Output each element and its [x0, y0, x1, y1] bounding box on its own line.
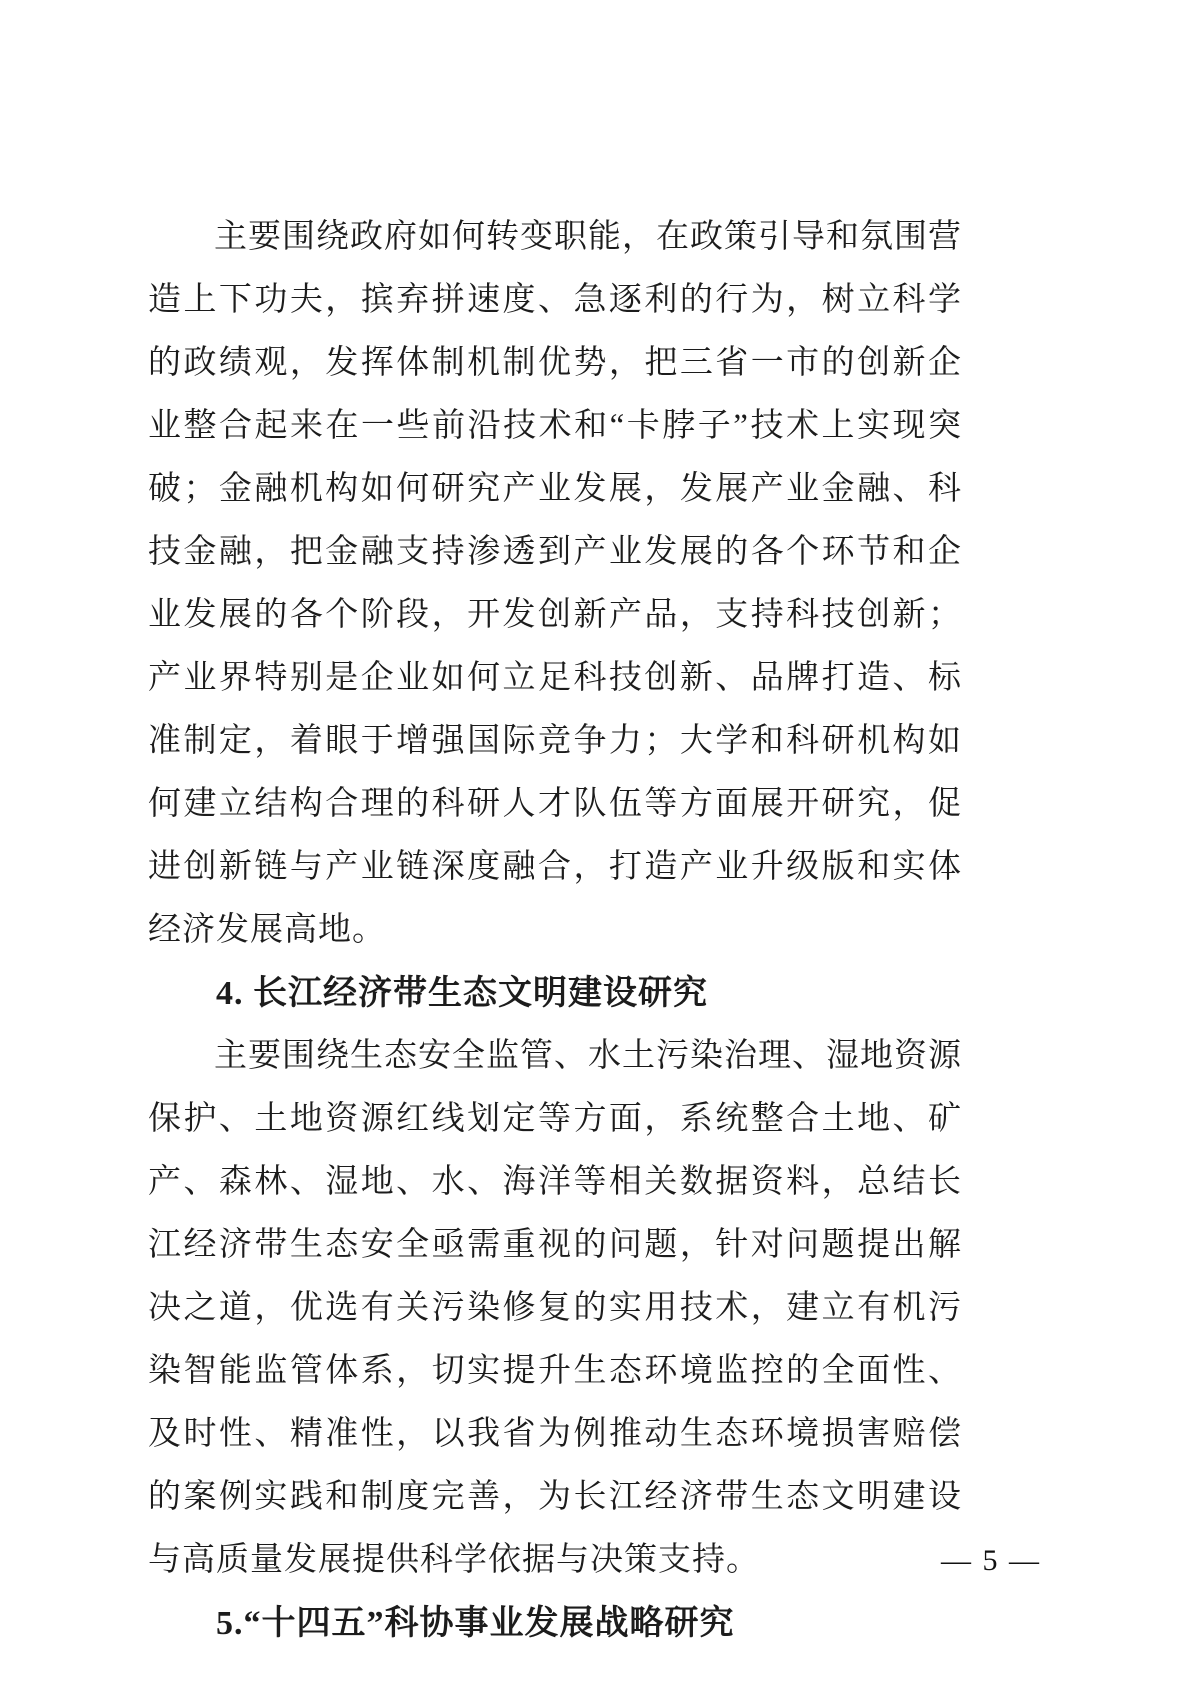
section-heading-4-yangtze-eco-civilization: 4. 长江经济带生态文明建设研究	[216, 975, 708, 1012]
document-body	[148, 206, 962, 1655]
page-number: — 5 —	[941, 1544, 1041, 1577]
paragraph-government-role: 主要围绕政府如何转变职能，在政策引导和氛围营造上下功夫，摈弃拼速度、急逐利的行为，树立科学的政绩观，发挥体制机制优势，把三省一市的创新企业整合起来在一些前沿技术和“卡脖子”技术上实现突破；金融机构如何研究产业发展，发展产业金融、科技金融，把金融支持渗透到产业发展的各个环节和企业发展的各个阶段，开发创新产品，支持科技创新；产业界特别是企业如何立足科技创新、品牌打造、标准制定，着眼于增强国际竞争力；大学和科研机构如何建立结构合理的科研人才队伍等方面展开研究，促进创新链与产业链深度融合，打造产业升级版和实体经济发展高地。	[148, 219, 962, 948]
section-heading-5-14th-five-year-plan: 5.“十四五”科协事业发展战略研究	[216, 1605, 735, 1642]
page-footer	[941, 1542, 1041, 1580]
paragraph-eco-safety-research: 主要围绕生态安全监管、水土污染治理、湿地资源保护、土地资源红线划定等方面，系统整合土地、矿产、森林、湿地、水、海洋等相关数据资料，总结长江经济带生态安全亟需重视的问题，针对问题提出解决之道，优选有关污染修复的实用技术，建立有机污染智能监管体系，切实提升生态环境监控的全面性、及时性、精准性，以我省为例推动生态环境损害赔偿的案例实践和制度完善，为长江经济带生态文明建设与高质量发展提供科学依据与决策支持。	[148, 1038, 962, 1578]
